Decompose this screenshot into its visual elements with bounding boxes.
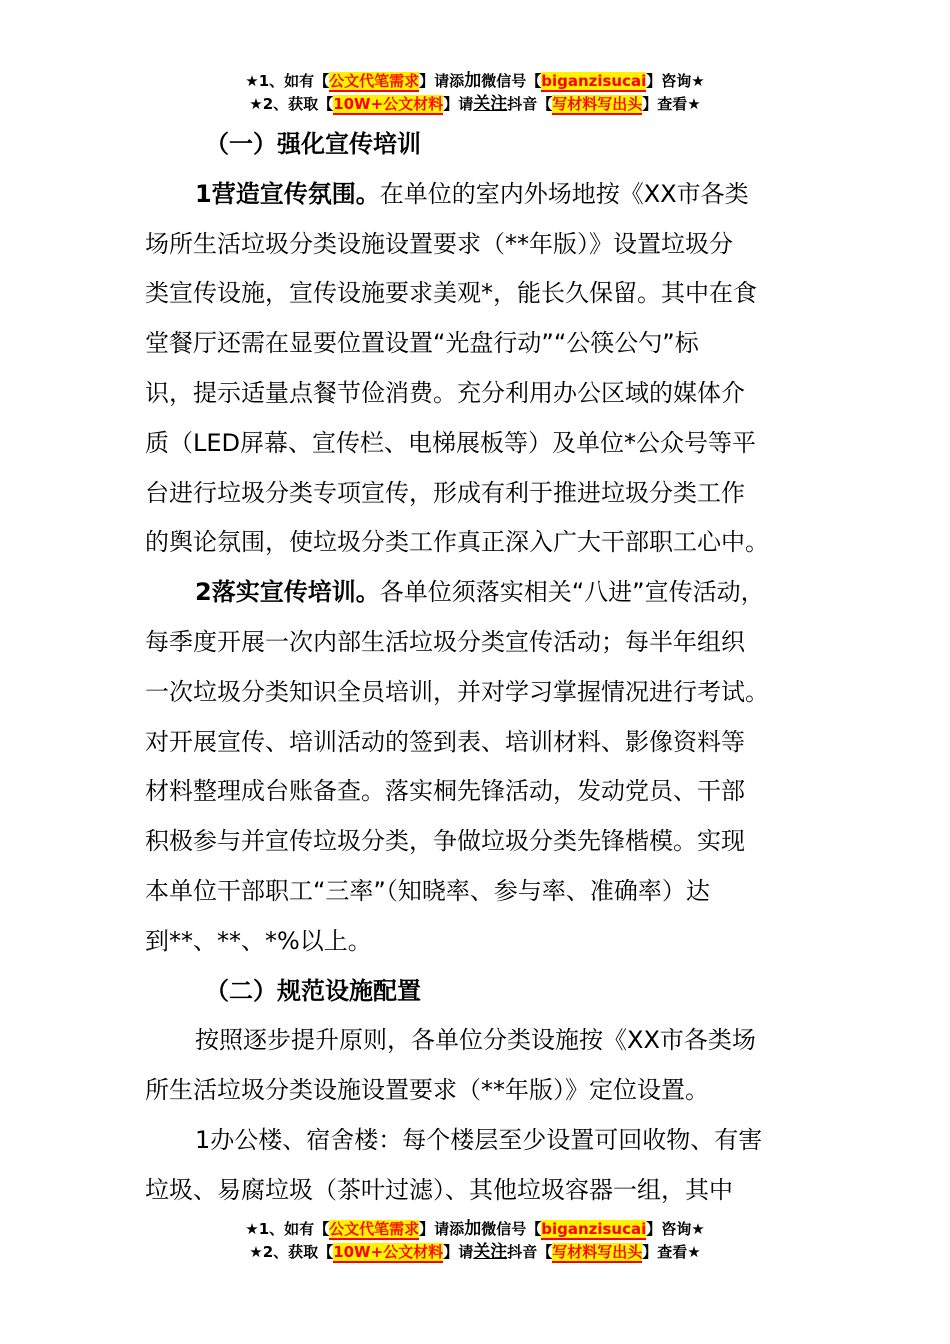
banner-text: 抖音【 bbox=[507, 95, 553, 113]
banner-text: 】请 bbox=[443, 1243, 474, 1261]
paragraph-line: 质（LED屏幕、宣传栏、电梯展板等）及单位*公众号等平 bbox=[145, 428, 757, 457]
paragraph-line: 的舆论氛围，使垃圾分类工作真正深入广大干部职工心中。 bbox=[145, 528, 769, 557]
banner-text: 微信号【 bbox=[481, 1220, 542, 1238]
paragraph-line: 到**、**、*%以上。 bbox=[145, 926, 372, 955]
banner-highlight: 公文代笔需求 bbox=[329, 1220, 420, 1238]
banner-highlight: 10W+公文材料 bbox=[333, 1243, 444, 1261]
banner-text: 】查看★ bbox=[642, 95, 701, 113]
paragraph-line bbox=[145, 170, 835, 220]
banner-line-1 bbox=[0, 1218, 950, 1241]
banner-text: 关注 bbox=[473, 1242, 508, 1262]
paragraph-line: 按照逐步提升原则，各单位分类设施按《XX市各类场 bbox=[195, 1026, 756, 1055]
paragraph-line: 类宣传设施，宣传设施要求美观*，能长久保留。其中在食 bbox=[145, 279, 757, 308]
paragraph-2 bbox=[145, 568, 835, 966]
paragraph-text: 各单位须落实相关“八进”宣传活动， bbox=[379, 578, 765, 607]
banner-highlight-wechat-id: biganzisucai bbox=[541, 72, 647, 90]
paragraph-line: 场所生活垃圾分类设施设置要求（**年版）》设置垃圾分 bbox=[145, 229, 733, 258]
paragraph-3 bbox=[145, 1016, 835, 1116]
banner-text: 】咨询★ bbox=[646, 1220, 705, 1238]
paragraph-1 bbox=[145, 170, 835, 568]
paragraph-4 bbox=[145, 1116, 835, 1216]
banner-text: 】请添 bbox=[419, 72, 465, 90]
paragraph-line: 积极参与并宣传垃圾分类，争做垃圾分类先锋楷模。实现 bbox=[145, 827, 745, 856]
section-heading-2: （二）规范设施配置 bbox=[205, 976, 421, 1005]
banner-highlight-wechat-id: biganzisucai bbox=[541, 1220, 647, 1238]
banner-text: ★2、获取【 bbox=[249, 1243, 334, 1261]
header-banner bbox=[0, 70, 950, 116]
paragraph-line: 垃圾、易腐垃圾（茶叶过滤）、其他垃圾容器一组，其中 bbox=[145, 1175, 733, 1204]
section-heading-1: （一）强化宣传培训 bbox=[205, 130, 421, 158]
paragraph-line: 本单位干部职工“三率”（知晓率、参与率、准确率）达 bbox=[145, 876, 710, 905]
banner-text: 抖音【 bbox=[507, 1243, 553, 1261]
paragraph-line: 一次垃圾分类知识全员培训，并对学习掌握情况进行考试。 bbox=[145, 677, 769, 706]
paragraph-line: 识，提示适量点餐节俭消费。充分利用办公区域的媒体介 bbox=[145, 378, 745, 407]
banner-text: ★1、如有【 bbox=[245, 1220, 330, 1238]
banner-text: 】请 bbox=[443, 95, 474, 113]
paragraph-line: 1办公楼、宿舍楼：每个楼层至少设置可回收物、有害 bbox=[195, 1125, 763, 1154]
footer-banner bbox=[0, 1218, 950, 1264]
banner-line-1 bbox=[0, 70, 950, 93]
banner-highlight-douyin: 写材料写出头 bbox=[552, 95, 643, 113]
banner-line-2 bbox=[0, 1241, 950, 1264]
banner-text: 】请添 bbox=[419, 1220, 465, 1238]
paragraph-text: 在单位的室内外场地按《XX市各类 bbox=[379, 179, 749, 208]
paragraph-line: 材料整理成台账备查。落实桐先锋活动，发动党员、干部 bbox=[145, 777, 745, 806]
banner-text: 关注 bbox=[473, 94, 508, 114]
paragraph-line: 堂餐厅还需在显要位置设置“光盘行动”“公筷公勺”标 bbox=[145, 329, 699, 358]
paragraph-line bbox=[145, 568, 835, 618]
banner-highlight-douyin: 写材料写出头 bbox=[552, 1243, 643, 1261]
banner-highlight: 公文代笔需求 bbox=[329, 72, 420, 90]
banner-text: 微信号【 bbox=[481, 72, 542, 90]
paragraph-line: 每季度开展一次内部生活垃圾分类宣传活动；每半年组织 bbox=[145, 627, 745, 656]
banner-highlight: 10W+公文材料 bbox=[333, 95, 444, 113]
banner-text: ★2、获取【 bbox=[249, 95, 334, 113]
paragraph-line: 台进行垃圾分类专项宣传，形成有利于推进垃圾分类工作 bbox=[145, 478, 745, 507]
banner-text: 加 bbox=[464, 71, 482, 91]
banner-line-2 bbox=[0, 93, 950, 116]
banner-text: 】咨询★ bbox=[646, 72, 705, 90]
paragraph-lead: 1营造宣传氛围。 bbox=[195, 179, 380, 208]
banner-text: 加 bbox=[464, 1219, 482, 1239]
paragraph-lead: 2落实宣传培训。 bbox=[195, 578, 380, 607]
paragraph-line: 所生活垃圾分类设施设置要求（**年版）》定位设置。 bbox=[145, 1076, 709, 1105]
banner-text: 】查看★ bbox=[642, 1243, 701, 1261]
banner-text: ★1、如有【 bbox=[245, 72, 330, 90]
paragraph-line: 对开展宣传、培训活动的签到表、培训材料、影像资料等 bbox=[145, 727, 745, 756]
document-body bbox=[145, 120, 835, 1216]
